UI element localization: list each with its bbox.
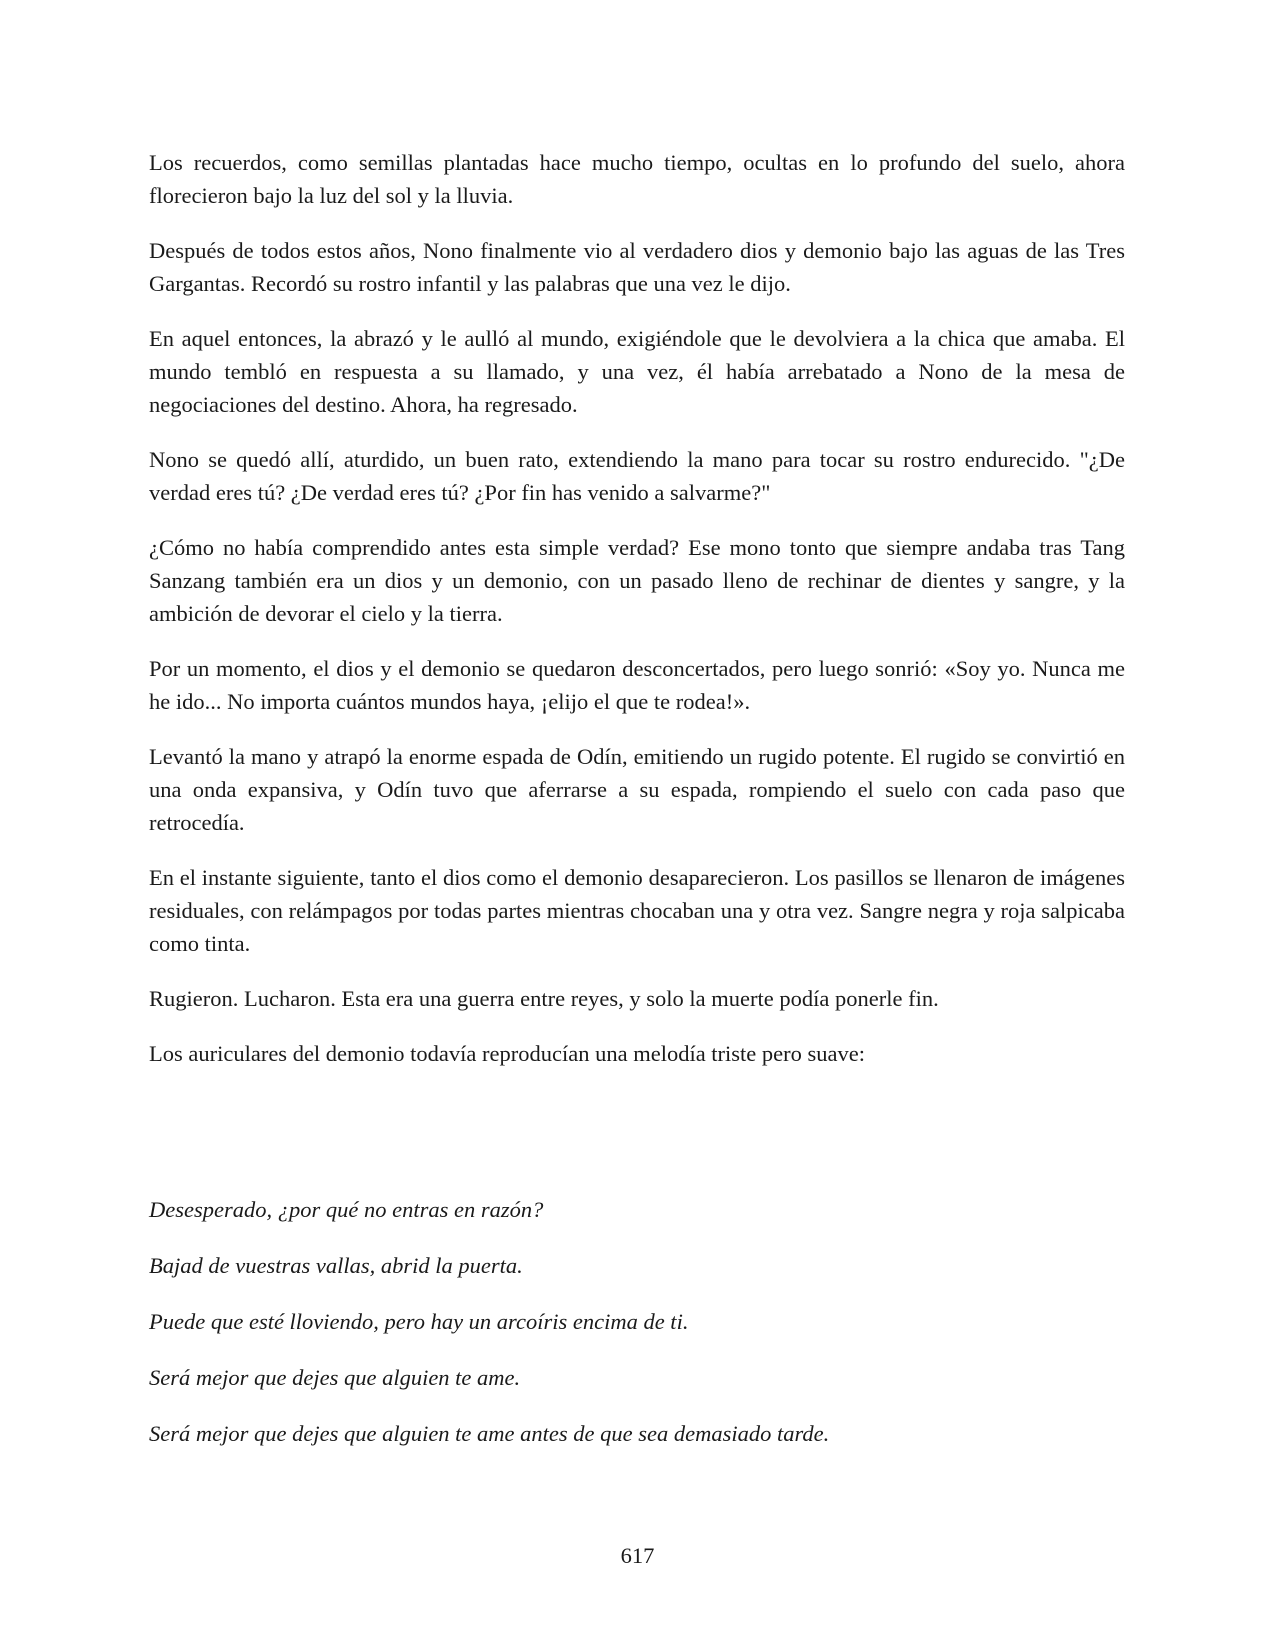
lyric-line: Bajad de vuestras vallas, abrid la puerta. xyxy=(149,1253,523,1278)
paragraph: Los recuerdos, como semillas plantadas hace mucho tiempo, ocultas en lo profundo del suelo, ahora florecieron bajo la luz del sol y la lluvia. xyxy=(149,150,1125,208)
paragraph: ¿Cómo no había comprendido antes esta simple verdad? Ese mono tonto que siempre andaba tras Tang Sanzang también era un dios y un demonio, con un pasado lleno de rechinar de dientes y sangre, y la ambición de devorar el cielo y la tierra. xyxy=(149,535,1125,626)
paragraph: Después de todos estos años, Nono finalmente vio al verdadero dios y demonio bajo las aguas de las Tres Gargantas. Recordó su rostro infantil y las palabras que una vez le dijo. xyxy=(149,238,1125,296)
lyric-line: Puede que esté lloviendo, pero hay un arcoíris encima de ti. xyxy=(149,1309,689,1334)
page-number: 617 xyxy=(620,1543,655,1568)
paragraph: Nono se quedó allí, aturdido, un buen rato, extendiendo la mano para tocar su rostro endurecido. "¿De verdad eres tú? ¿De verdad eres tú? ¿Por fin has venido a salvarme?" xyxy=(149,447,1125,505)
lyric-line: Será mejor que dejes que alguien te ame. xyxy=(149,1365,521,1390)
lyric-line: Desesperado, ¿por qué no entras en razón? xyxy=(149,1197,544,1222)
song-lyrics xyxy=(149,1193,1125,1450)
paragraph: Los auriculares del demonio todavía reproducían una melodía triste pero suave: xyxy=(149,1041,866,1066)
paragraph: Levantó la mano y atrapó la enorme espada de Odín, emitiendo un rugido potente. El rugido se convirtió en una onda expansiva, y Odín tuvo que aferrarse a su espada, rompiendo el suelo con cada paso que retrocedía. xyxy=(149,744,1125,835)
paragraph: En el instante siguiente, tanto el dios como el demonio desaparecieron. Los pasillos se llenaron de imágenes residuales, con relámpagos por todas partes mientras chocaban una y otra vez. Sangre negra y roja salpicaba como tinta. xyxy=(149,865,1125,956)
paragraph: Rugieron. Lucharon. Esta era una guerra entre reyes, y solo la muerte podía ponerle fin. xyxy=(149,986,939,1011)
page-body xyxy=(149,146,1125,1473)
paragraph: Por un momento, el dios y el demonio se quedaron desconcertados, pero luego sonrió: «Soy yo. Nunca me he ido... No importa cuántos mundos haya, ¡elijo el que te rodea!». xyxy=(149,656,1125,714)
lyric-line: Será mejor que dejes que alguien te ame antes de que sea demasiado tarde. xyxy=(149,1421,830,1446)
paragraph: En aquel entonces, la abrazó y le aulló al mundo, exigiéndole que le devolviera a la chica que amaba. El mundo tembló en respuesta a su llamado, y una vez, él había arrebatado a Nono de la mesa de negociaciones del destino. Ahora, ha regresado. xyxy=(149,326,1125,417)
